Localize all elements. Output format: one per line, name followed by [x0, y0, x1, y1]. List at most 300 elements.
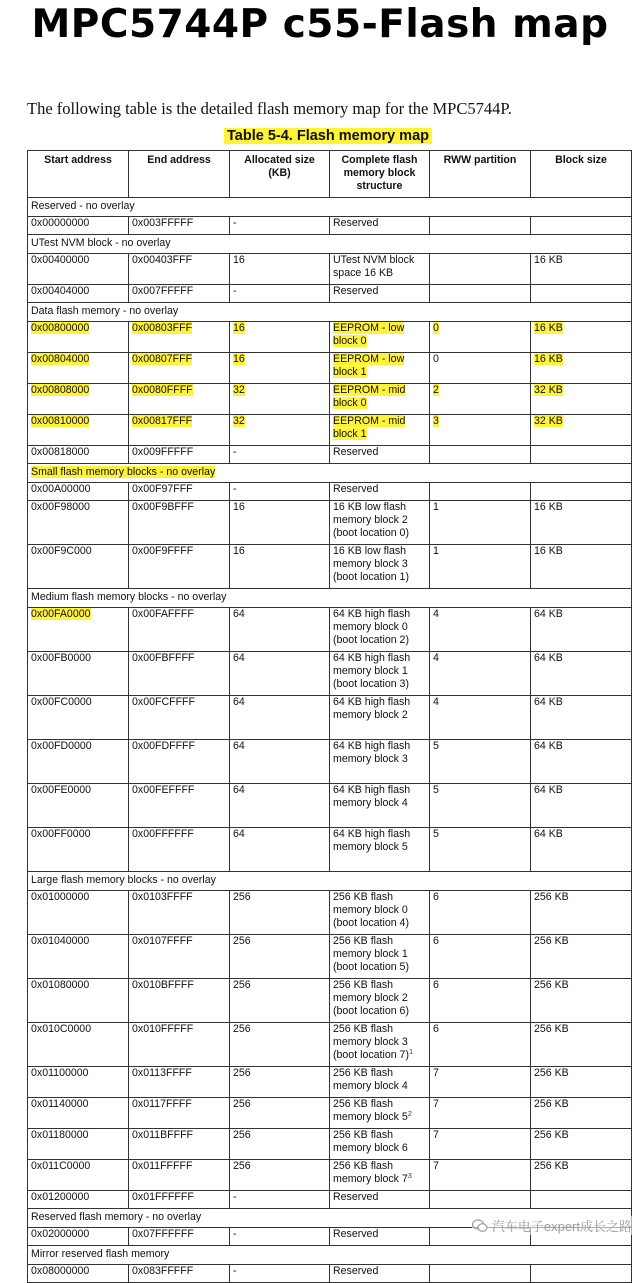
end-address-cell — [129, 1228, 230, 1246]
block-structure-cell — [330, 1098, 430, 1129]
block-structure-cell — [330, 1023, 430, 1067]
block-structure-text: Reserved — [333, 217, 379, 229]
section-row — [28, 464, 632, 483]
start-address-cell — [28, 384, 129, 415]
section-label-cell — [28, 464, 632, 483]
rww-partition-text: 5 — [433, 784, 439, 796]
section-label: Data flash memory - no overlay — [31, 305, 179, 317]
start-address-cell — [28, 501, 129, 545]
block-structure-cell — [330, 545, 430, 589]
start-address-cell — [28, 285, 129, 303]
rww-partition-cell — [430, 415, 531, 446]
end-address-text: 0x009FFFFF — [132, 446, 194, 458]
block-structure-text: 256 KB flash memory block 6 — [333, 1129, 408, 1154]
block-size-cell — [531, 1265, 632, 1283]
block-size-text: 256 KB — [534, 1098, 569, 1110]
end-address-cell — [129, 483, 230, 501]
allocated-size-text: 16 — [233, 545, 245, 557]
rww-partition-text: 1 — [433, 501, 439, 513]
rww-partition-cell — [430, 608, 531, 652]
section-label: Reserved flash memory - no overlay — [31, 1211, 202, 1223]
allocated-size-cell — [230, 446, 330, 464]
block-structure-text: Reserved — [333, 285, 379, 297]
allocated-size-cell — [230, 322, 330, 353]
rww-partition-cell — [430, 1265, 531, 1283]
table-row — [28, 935, 632, 979]
section-label: Large flash memory blocks - no overlay — [31, 874, 216, 886]
rww-partition-text: 6 — [433, 979, 439, 991]
block-size-cell — [531, 1191, 632, 1209]
allocated-size-cell — [230, 415, 330, 446]
block-structure-cell — [330, 254, 430, 285]
table-row — [28, 322, 632, 353]
allocated-size-text: 16 — [233, 501, 245, 513]
start-address-text: 0x01140000 — [31, 1098, 89, 1110]
rww-partition-cell — [430, 254, 531, 285]
block-structure-cell — [330, 891, 430, 935]
start-address-cell — [28, 1265, 129, 1283]
start-address-text: 0x01200000 — [31, 1191, 90, 1203]
rww-partition-cell — [430, 652, 531, 696]
allocated-size-cell — [230, 545, 330, 589]
end-address-cell — [129, 254, 230, 285]
allocated-size-text: 64 — [233, 828, 245, 840]
table-row — [28, 254, 632, 285]
start-address-text: 0x00FB0000 — [31, 652, 92, 664]
end-address-text: 0x00FDFFFF — [132, 740, 195, 752]
section-row — [28, 303, 632, 322]
section-row — [28, 589, 632, 608]
allocated-size-cell — [230, 1265, 330, 1283]
wechat-icon — [472, 1219, 488, 1233]
allocated-size-text: 256 — [233, 1067, 251, 1079]
end-address-text: 0x00FEFFFF — [132, 784, 195, 796]
rww-partition-text: 6 — [433, 1023, 439, 1035]
block-structure-text: 256 KB flash memory block 0 (boot location 4) — [333, 891, 409, 929]
end-address-cell — [129, 696, 230, 740]
table-caption-text: Table 5-4. Flash memory map — [224, 128, 432, 144]
start-address-text: 0x01180000 — [31, 1129, 89, 1141]
section-label-cell — [28, 872, 632, 891]
start-address-text: 0x00FA0000 — [31, 608, 91, 620]
rww-partition-text: 7 — [433, 1129, 439, 1141]
start-address-text: 0x011C0000 — [31, 1160, 91, 1172]
allocated-size-cell — [230, 285, 330, 303]
allocated-size-text: 32 — [233, 415, 245, 427]
start-address-text: 0x010C0000 — [31, 1023, 92, 1035]
start-address-text: 0x00808000 — [31, 384, 90, 396]
start-address-cell — [28, 353, 129, 384]
table-row — [28, 740, 632, 784]
block-structure-text: 64 KB high flash memory block 4 — [333, 784, 411, 809]
block-size-cell — [531, 696, 632, 740]
start-address-text: 0x00F9C000 — [31, 545, 92, 557]
block-size-cell — [531, 545, 632, 589]
rww-partition-cell — [430, 322, 531, 353]
block-structure-text: 256 KB flash memory block 7 — [333, 1160, 408, 1185]
block-structure-cell — [330, 384, 430, 415]
end-address-text: 0x00FFFFFF — [132, 828, 194, 840]
end-address-cell — [129, 1160, 230, 1191]
block-size-cell — [531, 608, 632, 652]
block-size-cell — [531, 1098, 632, 1129]
end-address-text: 0x07FFFFFF — [132, 1228, 194, 1240]
block-structure-text: Reserved — [333, 1191, 379, 1203]
block-size-text: 64 KB — [534, 608, 563, 620]
rww-partition-cell — [430, 217, 531, 235]
start-address-text: 0x01000000 — [31, 891, 90, 903]
start-address-cell — [28, 1191, 129, 1209]
block-structure-text: 256 KB flash memory block 3 (boot location 7) — [333, 1023, 409, 1061]
block-structure-cell — [330, 501, 430, 545]
header-start-address: Start address — [28, 151, 129, 198]
table-row — [28, 545, 632, 589]
end-address-text: 0x0080FFFF — [132, 384, 193, 396]
rww-partition-cell — [430, 740, 531, 784]
block-structure-text: Reserved — [333, 1228, 379, 1240]
allocated-size-text: 32 — [233, 384, 245, 396]
block-size-text: 32 KB — [534, 415, 563, 427]
table-row — [28, 1191, 632, 1209]
table-row — [28, 217, 632, 235]
section-label: Reserved - no overlay — [31, 200, 135, 212]
section-label: Mirror reserved flash memory — [31, 1248, 170, 1260]
block-structure-cell — [330, 483, 430, 501]
allocated-size-cell — [230, 1023, 330, 1067]
block-size-text: 256 KB — [534, 1129, 569, 1141]
allocated-size-cell — [230, 1098, 330, 1129]
start-address-cell — [28, 696, 129, 740]
block-structure-text: 256 KB flash memory block 4 — [333, 1067, 408, 1092]
header-allocated-size: Allocated size (KB) — [230, 151, 330, 198]
section-label-cell — [28, 235, 632, 254]
footnote-marker: 1 — [408, 1047, 414, 1056]
block-structure-cell — [330, 415, 430, 446]
section-row — [28, 872, 632, 891]
block-structure-cell — [330, 1228, 430, 1246]
rww-partition-text: 0 — [433, 353, 439, 365]
watermark — [472, 1216, 632, 1235]
rww-partition-cell — [430, 384, 531, 415]
start-address-text: 0x02000000 — [31, 1228, 90, 1240]
block-size-text: 256 KB — [534, 1067, 569, 1079]
allocated-size-text: 256 — [233, 1023, 251, 1035]
block-structure-cell — [330, 1265, 430, 1283]
start-address-text: 0x01080000 — [31, 979, 90, 991]
section-label-cell — [28, 589, 632, 608]
allocated-size-cell — [230, 828, 330, 872]
rww-partition-cell — [430, 784, 531, 828]
end-address-cell — [129, 501, 230, 545]
allocated-size-cell — [230, 740, 330, 784]
rww-partition-cell — [430, 483, 531, 501]
allocated-size-text: 64 — [233, 740, 245, 752]
allocated-size-cell — [230, 1191, 330, 1209]
block-structure-cell — [330, 828, 430, 872]
block-structure-text: Reserved — [333, 446, 379, 458]
rww-partition-cell — [430, 1160, 531, 1191]
rww-partition-cell — [430, 696, 531, 740]
block-size-text: 16 KB — [534, 353, 563, 365]
block-structure-text: 256 KB flash memory block 2 (boot location 6) — [333, 979, 409, 1017]
block-size-cell — [531, 217, 632, 235]
block-structure-cell — [330, 285, 430, 303]
allocated-size-cell — [230, 979, 330, 1023]
allocated-size-text: 64 — [233, 784, 245, 796]
table-row — [28, 415, 632, 446]
end-address-cell — [129, 1129, 230, 1160]
table-row — [28, 652, 632, 696]
block-structure-cell — [330, 353, 430, 384]
allocated-size-text: 256 — [233, 979, 251, 991]
header-end-address: End address — [129, 151, 230, 198]
rww-partition-text: 6 — [433, 891, 439, 903]
block-size-text: 16 KB — [534, 501, 563, 513]
end-address-cell — [129, 217, 230, 235]
block-structure-cell — [330, 1067, 430, 1098]
start-address-cell — [28, 415, 129, 446]
block-structure-cell — [330, 652, 430, 696]
block-size-cell — [531, 285, 632, 303]
block-structure-text: 64 KB high flash memory block 5 — [333, 828, 411, 853]
end-address-cell — [129, 322, 230, 353]
block-size-cell — [531, 784, 632, 828]
rww-partition-cell — [430, 285, 531, 303]
allocated-size-text: 256 — [233, 935, 251, 947]
start-address-text: 0x00800000 — [31, 322, 90, 334]
allocated-size-cell — [230, 1228, 330, 1246]
start-address-cell — [28, 652, 129, 696]
allocated-size-cell — [230, 217, 330, 235]
start-address-text: 0x00810000 — [31, 415, 90, 427]
block-structure-cell — [330, 1160, 430, 1191]
table-row — [28, 353, 632, 384]
table-row — [28, 501, 632, 545]
start-address-cell — [28, 608, 129, 652]
start-address-text: 0x00FD0000 — [31, 740, 92, 752]
block-structure-text: EEPROM - low block 1 — [333, 353, 405, 378]
end-address-cell — [129, 891, 230, 935]
end-address-text: 0x0107FFFF — [132, 935, 193, 947]
block-size-text: 32 KB — [534, 384, 563, 396]
end-address-text: 0x00F9BFFF — [132, 501, 194, 513]
watermark-text: 汽车电子expert成长之路 — [491, 1219, 632, 1234]
block-size-cell — [531, 322, 632, 353]
end-address-text: 0x011BFFFF — [132, 1129, 194, 1141]
rww-partition-text: 5 — [433, 740, 439, 752]
section-label-cell — [28, 303, 632, 322]
section-label-cell — [28, 198, 632, 217]
table-row — [28, 1067, 632, 1098]
block-structure-text: 64 KB high flash memory block 0 (boot location 2) — [333, 608, 411, 646]
block-size-cell — [531, 979, 632, 1023]
end-address-cell — [129, 353, 230, 384]
start-address-text: 0x01100000 — [31, 1067, 89, 1079]
table-row — [28, 483, 632, 501]
allocated-size-text: - — [233, 1265, 237, 1277]
block-structure-cell — [330, 446, 430, 464]
table-row — [28, 1023, 632, 1067]
start-address-cell — [28, 1098, 129, 1129]
rww-partition-cell — [430, 1098, 531, 1129]
block-structure-cell — [330, 935, 430, 979]
block-structure-text: EEPROM - mid block 0 — [333, 384, 406, 409]
end-address-cell — [129, 446, 230, 464]
start-address-cell — [28, 254, 129, 285]
end-address-text: 0x0113FFFF — [132, 1067, 192, 1079]
footnote-marker: 2 — [407, 1109, 412, 1118]
block-size-text: 256 KB — [534, 979, 569, 991]
allocated-size-cell — [230, 384, 330, 415]
end-address-cell — [129, 979, 230, 1023]
table-row — [28, 891, 632, 935]
block-structure-text: 256 KB flash memory block 1 (boot location 5) — [333, 935, 409, 973]
rww-partition-text: 0 — [433, 322, 439, 334]
start-address-cell — [28, 828, 129, 872]
block-size-text: 64 KB — [534, 740, 563, 752]
block-structure-text: 16 KB low flash memory block 3 (boot location 1) — [333, 545, 409, 583]
end-address-text: 0x00817FFF — [132, 415, 193, 427]
block-size-cell — [531, 415, 632, 446]
end-address-text: 0x083FFFFF — [132, 1265, 194, 1277]
block-size-text: 64 KB — [534, 828, 563, 840]
end-address-text: 0x0117FFFF — [132, 1098, 192, 1110]
start-address-cell — [28, 545, 129, 589]
end-address-cell — [129, 608, 230, 652]
start-address-text: 0x00FC0000 — [31, 696, 92, 708]
allocated-size-text: 256 — [233, 1160, 251, 1172]
rww-partition-cell — [430, 1067, 531, 1098]
block-size-cell — [531, 652, 632, 696]
block-size-cell — [531, 1129, 632, 1160]
allocated-size-text: 256 — [233, 1129, 251, 1141]
header-block-structure: Complete flash memory block structure — [330, 151, 430, 198]
block-size-cell — [531, 935, 632, 979]
start-address-cell — [28, 446, 129, 464]
end-address-cell — [129, 828, 230, 872]
end-address-cell — [129, 740, 230, 784]
block-size-text: 64 KB — [534, 652, 563, 664]
allocated-size-text: 16 — [233, 322, 245, 334]
start-address-cell — [28, 217, 129, 235]
allocated-size-cell — [230, 254, 330, 285]
end-address-cell — [129, 545, 230, 589]
section-label-cell — [28, 1246, 632, 1265]
block-size-text: 256 KB — [534, 935, 569, 947]
end-address-cell — [129, 384, 230, 415]
allocated-size-cell — [230, 935, 330, 979]
allocated-size-cell — [230, 353, 330, 384]
end-address-text: 0x011FFFFF — [132, 1160, 193, 1172]
allocated-size-text: 64 — [233, 652, 245, 664]
rww-partition-cell — [430, 1129, 531, 1160]
table-row — [28, 384, 632, 415]
end-address-text: 0x00FAFFFF — [132, 608, 194, 620]
start-address-cell — [28, 740, 129, 784]
block-size-cell — [531, 501, 632, 545]
allocated-size-cell — [230, 1129, 330, 1160]
rww-partition-text: 4 — [433, 696, 439, 708]
block-structure-cell — [330, 217, 430, 235]
table-row — [28, 1265, 632, 1283]
end-address-text: 0x00803FFF — [132, 322, 193, 334]
rww-partition-text: 4 — [433, 608, 439, 620]
block-size-cell — [531, 1160, 632, 1191]
end-address-text: 0x007FFFFF — [132, 285, 194, 297]
block-structure-text: 64 KB high flash memory block 3 — [333, 740, 411, 765]
allocated-size-text: - — [233, 1191, 237, 1203]
section-label: Medium flash memory blocks - no overlay — [31, 591, 227, 603]
block-size-cell — [531, 1023, 632, 1067]
allocated-size-text: - — [233, 217, 237, 229]
block-size-cell — [531, 740, 632, 784]
allocated-size-cell — [230, 891, 330, 935]
end-address-text: 0x00807FFF — [132, 353, 193, 365]
block-size-text: 64 KB — [534, 784, 563, 796]
allocated-size-text: 64 — [233, 608, 245, 620]
rww-partition-text: 2 — [433, 384, 439, 396]
block-structure-text: EEPROM - low block 0 — [333, 322, 405, 347]
end-address-text: 0x010FFFFF — [132, 1023, 194, 1035]
end-address-text: 0x00FBFFFF — [132, 652, 195, 664]
allocated-size-text: - — [233, 446, 237, 458]
rww-partition-text: 7 — [433, 1160, 439, 1172]
table-row — [28, 979, 632, 1023]
block-structure-cell — [330, 696, 430, 740]
rww-partition-cell — [430, 1191, 531, 1209]
block-size-cell — [531, 384, 632, 415]
rww-partition-text: 1 — [433, 545, 439, 557]
header-block-size: Block size — [531, 151, 632, 198]
start-address-cell — [28, 979, 129, 1023]
table-row — [28, 784, 632, 828]
block-structure-text: EEPROM - mid block 1 — [333, 415, 406, 440]
allocated-size-cell — [230, 696, 330, 740]
section-label: UTest NVM block - no overlay — [31, 237, 171, 249]
block-structure-text: Reserved — [333, 1265, 379, 1277]
start-address-cell — [28, 483, 129, 501]
block-structure-cell — [330, 784, 430, 828]
end-address-text: 0x01FFFFFF — [132, 1191, 194, 1203]
start-address-cell — [28, 1023, 129, 1067]
block-size-text: 256 KB — [534, 891, 569, 903]
allocated-size-text: - — [233, 483, 237, 495]
rww-partition-cell — [430, 501, 531, 545]
rww-partition-text: 7 — [433, 1067, 439, 1079]
table-row — [28, 828, 632, 872]
block-size-text: 256 KB — [534, 1160, 569, 1172]
block-structure-text: 64 KB high flash memory block 1 (boot location 3) — [333, 652, 411, 690]
table-body — [28, 198, 632, 1283]
end-address-cell — [129, 285, 230, 303]
allocated-size-cell — [230, 1067, 330, 1098]
start-address-text: 0x00A00000 — [31, 483, 91, 495]
section-label: Small flash memory blocks - no overlay — [31, 466, 216, 478]
block-structure-cell — [330, 1191, 430, 1209]
allocated-size-text: 16 — [233, 254, 245, 266]
block-size-cell — [531, 1067, 632, 1098]
end-address-text: 0x010BFFFF — [132, 979, 194, 991]
block-structure-text: 16 KB low flash memory block 2 (boot location 0) — [333, 501, 409, 539]
block-structure-text: 64 KB high flash memory block 2 — [333, 696, 411, 721]
rww-partition-cell — [430, 446, 531, 464]
rww-partition-cell — [430, 545, 531, 589]
start-address-text: 0x00FE0000 — [31, 784, 92, 796]
header-rww-partition: RWW partition — [430, 151, 531, 198]
end-address-text: 0x00FCFFFF — [132, 696, 195, 708]
block-structure-cell — [330, 740, 430, 784]
rww-partition-text: 6 — [433, 935, 439, 947]
